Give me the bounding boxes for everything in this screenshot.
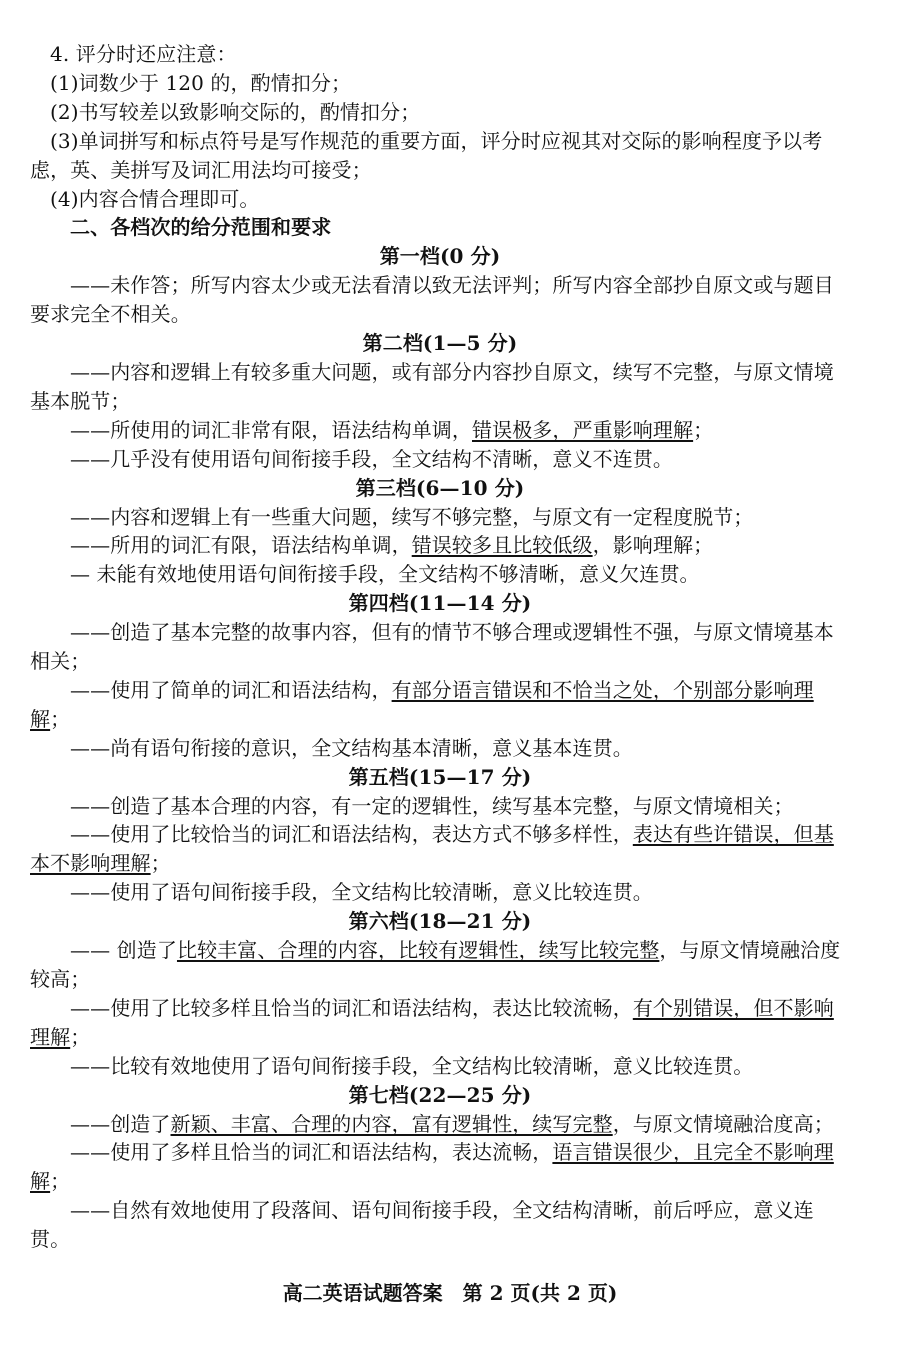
- underlined-text: 比较丰富、合理的内容，比较有逻辑性，续写比较完整: [176, 938, 660, 963]
- note-item: (3)单词拼写和标点符号是写作规范的重要方面，评分时应视其对交际的影响程度予以考虑，英、美拼写及词汇用法均可接受；: [30, 128, 823, 182]
- notes-title: 4. 评分时还应注意：: [50, 42, 237, 66]
- criterion: ——内容和逻辑上有较多重大问题，或有部分内容抄自原文，续写不完整，与原文情境基本脱节；: [30, 359, 834, 413]
- criterion: ——使用了语句间衔接手段，全文结构比较清晰，意义比较连贯。: [70, 880, 653, 905]
- level-title: 第四档(11—14 分): [348, 591, 532, 616]
- underlined-text: 语言错误很少，且完全不影响理解: [30, 1140, 834, 1194]
- level-title: 第六档(18—21 分): [348, 909, 532, 934]
- criterion: ——比较有效地使用了语句间衔接手段，全文结构比较清晰，意义比较连贯。: [70, 1053, 754, 1078]
- level-title: 第七档(22—25 分): [348, 1082, 532, 1107]
- criterion: ——使用了比较多样且恰当的词汇和语法结构，表达比较流畅，有个别错误，但不影响理解；: [30, 995, 834, 1049]
- criterion: ——创造了基本完整的故事内容，但有的情节不够合理或逻辑性不强，与原文情境基本相关；: [30, 620, 834, 674]
- underlined-text: 新颖、丰富、合理的内容，富有逻辑性，续写完整: [170, 1111, 613, 1136]
- criterion: — 未能有效地使用语句间衔接手段，全文结构不够清晰，意义欠连贯。: [70, 562, 700, 587]
- criterion: ——所使用的词汇非常有限，语法结构单调，错误极多，严重影响理解；: [70, 417, 714, 442]
- criterion: ——使用了比较恰当的词汇和语法结构，表达方式不够多样性，表达有些许错误，但基本不影响理解；: [30, 822, 834, 876]
- underlined-text: 表达有些许错误，但基本不影响理解: [30, 822, 834, 876]
- page-footer: 高二英语试题答案 第 2 页(共 2 页): [282, 1281, 618, 1305]
- criterion: ——尚有语句衔接的意识，全文结构基本清晰，意义基本连贯。: [70, 735, 633, 760]
- criterion: ——内容和逻辑上有一些重大问题，续写不够完整，与原文有一定程度脱节；: [70, 504, 754, 529]
- content: [30, 40, 850, 1254]
- note-item: (1)词数少于 120 的，酌情扣分；: [50, 70, 352, 95]
- criterion: ——使用了简单的词汇和语法结构，有部分语言错误和不恰当之处，个别部分影响理解；: [30, 677, 814, 731]
- criterion: —— 创造了比较丰富、合理的内容，比较有逻辑性，续写比较完整，与原文情境融洽度较高；: [30, 938, 841, 991]
- criterion: ——创造了新颖、丰富、合理的内容，富有逻辑性，续写完整，与原文情境融洽度高；: [70, 1111, 834, 1136]
- criterion: ——所用的词汇有限，语法结构单调，错误较多且比较低级，影响理解；: [70, 533, 714, 558]
- underlined-text: 有个别错误，但不影响理解: [30, 995, 834, 1049]
- criterion: ——创造了基本合理的内容，有一定的逻辑性，续写基本完整，与原文情境相关；: [70, 793, 794, 818]
- level-title: 第三档(6—10 分): [355, 475, 525, 500]
- note-item: (2)书写较差以致影响交际的，酌情扣分；: [50, 99, 421, 124]
- criterion: ——使用了多样且恰当的词汇和语法结构，表达流畅，语言错误很少，且完全不影响理解；: [30, 1140, 834, 1194]
- criterion: ——未作答；所写内容太少或无法看清以致无法评判；所写内容全部抄自原文或与题目要求完全不相关。: [30, 273, 834, 327]
- criterion: ——自然有效地使用了段落间、语句间衔接手段，全文结构清晰，前后呼应，意义连贯。: [30, 1198, 814, 1252]
- level-title: 第五档(15—17 分): [348, 764, 532, 789]
- section-title: 二、各档次的给分范围和要求: [70, 215, 332, 240]
- underlined-text: 错误极多，严重影响理解: [472, 417, 694, 442]
- underlined-text: 有部分语言错误和不恰当之处，个别部分影响理解: [30, 677, 814, 731]
- criterion: ——几乎没有使用语句间衔接手段，全文结构不清晰，意义不连贯。: [70, 446, 673, 471]
- note-item: (4)内容合情合理即可。: [50, 186, 260, 211]
- underlined-text: 错误较多且比较低级: [411, 533, 593, 558]
- level-title: 第二档(1—5 分): [362, 331, 518, 356]
- level-title: 第一档(0 分): [379, 244, 501, 269]
